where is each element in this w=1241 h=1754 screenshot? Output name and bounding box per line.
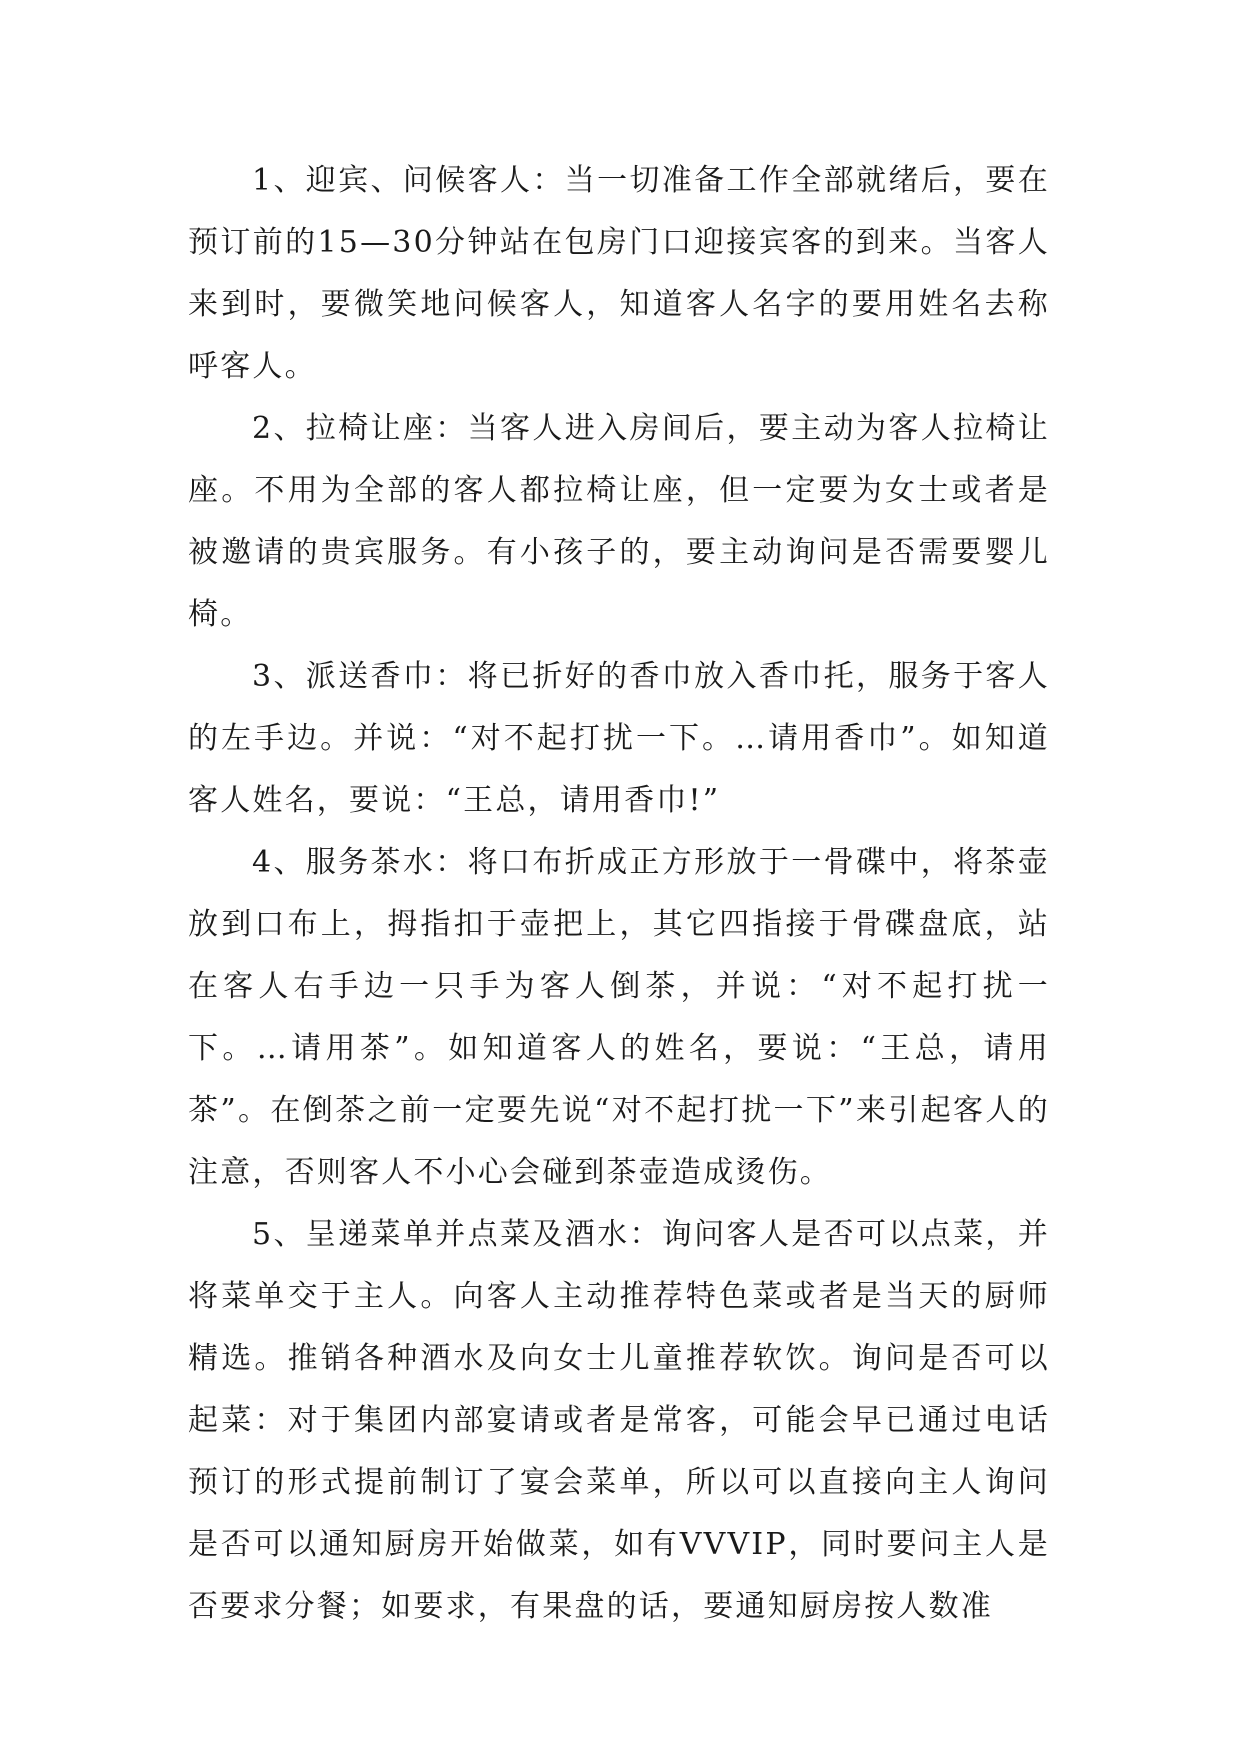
paragraph-tea: 4、服务茶水：将口布折成正方形放于一骨碟中，将茶壶放到口布上，拇指扣于壶把上，其它四指接于骨碟盘底，站在客人右手边一只手为客人倒茶，并说：“对不起打扰一下。…请用茶”。如知道客人的姓名，要说：“王总，请用茶”。在倒茶之前一定要先说“对不起打扰一下”来引起客人的注意，否则客人不小心会碰到茶壶造成烫伤。 [188,845,1050,1190]
paragraph-seating: 2、拉椅让座：当客人进入房间后，要主动为客人拉椅让座。不用为全部的客人都拉椅让座，但一定要为女士或者是被邀请的贵宾服务。有小孩子的，要主动询问是否需要婴儿椅。 [188,411,1050,632]
paragraph-towel: 3、派送香巾：将已折好的香巾放入香巾托，服务于客人的左手边。并说：“对不起打扰一下。…请用香巾”。如知道客人姓名，要说：“王总，请用香巾!” [188,659,1050,818]
paragraph-menu: 5、呈递菜单并点菜及酒水：询问客人是否可以点菜，并将菜单交于主人。向客人主动推荐特色菜或者是当天的厨师精选。推销各种酒水及向女士儿童推荐软饮。询问是否可以起菜：对于集团内部宴请或者是常客，可能会早已通过电话预订的形式提前制订了宴会菜单，所以可以直接向主人询问是否可以通知厨房开始做菜，如有VVVIP，同时要问主人是否要求分餐；如要求，有果盘的话，要通知厨房按人数准 [188,1217,1050,1624]
paragraph-greeting: 1、迎宾、问候客人：当一切准备工作全部就绪后，要在预订前的15—30分钟站在包房门口迎接宾客的到来。当客人来到时，要微笑地问候客人，知道客人名字的要用姓名去称呼客人。 [188,163,1050,384]
document-body [188,150,1050,1638]
